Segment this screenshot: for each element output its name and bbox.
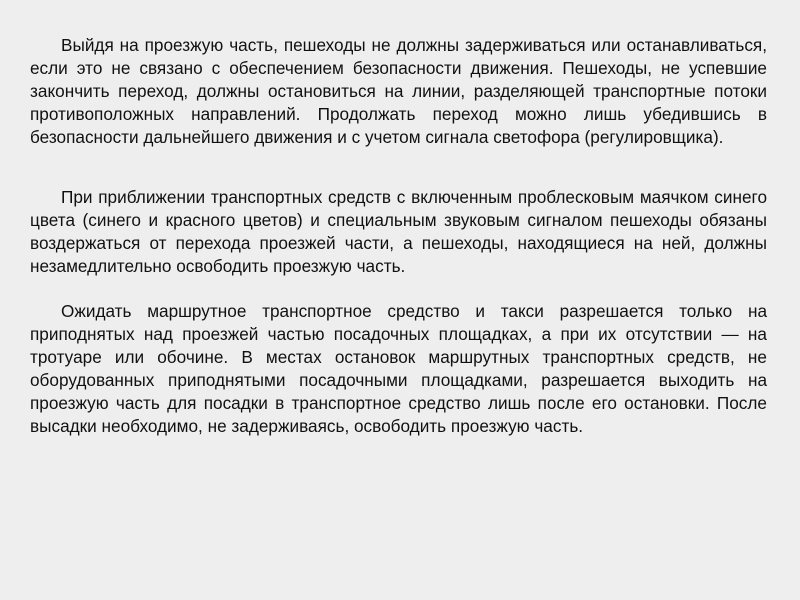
- paragraph-waiting-transport: Ожидать маршрутное транспортное средство и такси разрешается только на приподнятых над проезжей частью посадочных площадках, а при их отсутствии — на тротуаре или обочине. В местах остановок маршрутных транспортных средств, не оборудованных приподнятыми посадочными площадками, разрешается выходить на проезжую часть для посадки в транспортное средство лишь после его остановки. После высадки необходимо, не задерживаясь, освободить проезжую часть.: [30, 301, 767, 436]
- paragraph-crossing-rules: Выйдя на проезжую часть, пешеходы не должны задерживаться или останавливаться, если это не связано с обеспечением безопасности движения. Пешеходы, не успевшие закончить переход, должны остановиться на линии, разделяющей транспортные потоки противоположных направлений. Продолжать переход можно лишь убедившись в безопасности дальнейшего движения и с учетом сигнала светофора (регулировщика).: [30, 35, 767, 147]
- paragraph-emergency-vehicles: При приближении транспортных средств с включенным проблесковым маячком синего цвета (синего и красного цветов) и специальным звуковым сигналом пешеходы обязаны воздержаться от перехода проезжей части, а пешеходы, находящиеся на ней, должны незамедлительно освободить проезжую часть.: [30, 187, 767, 276]
